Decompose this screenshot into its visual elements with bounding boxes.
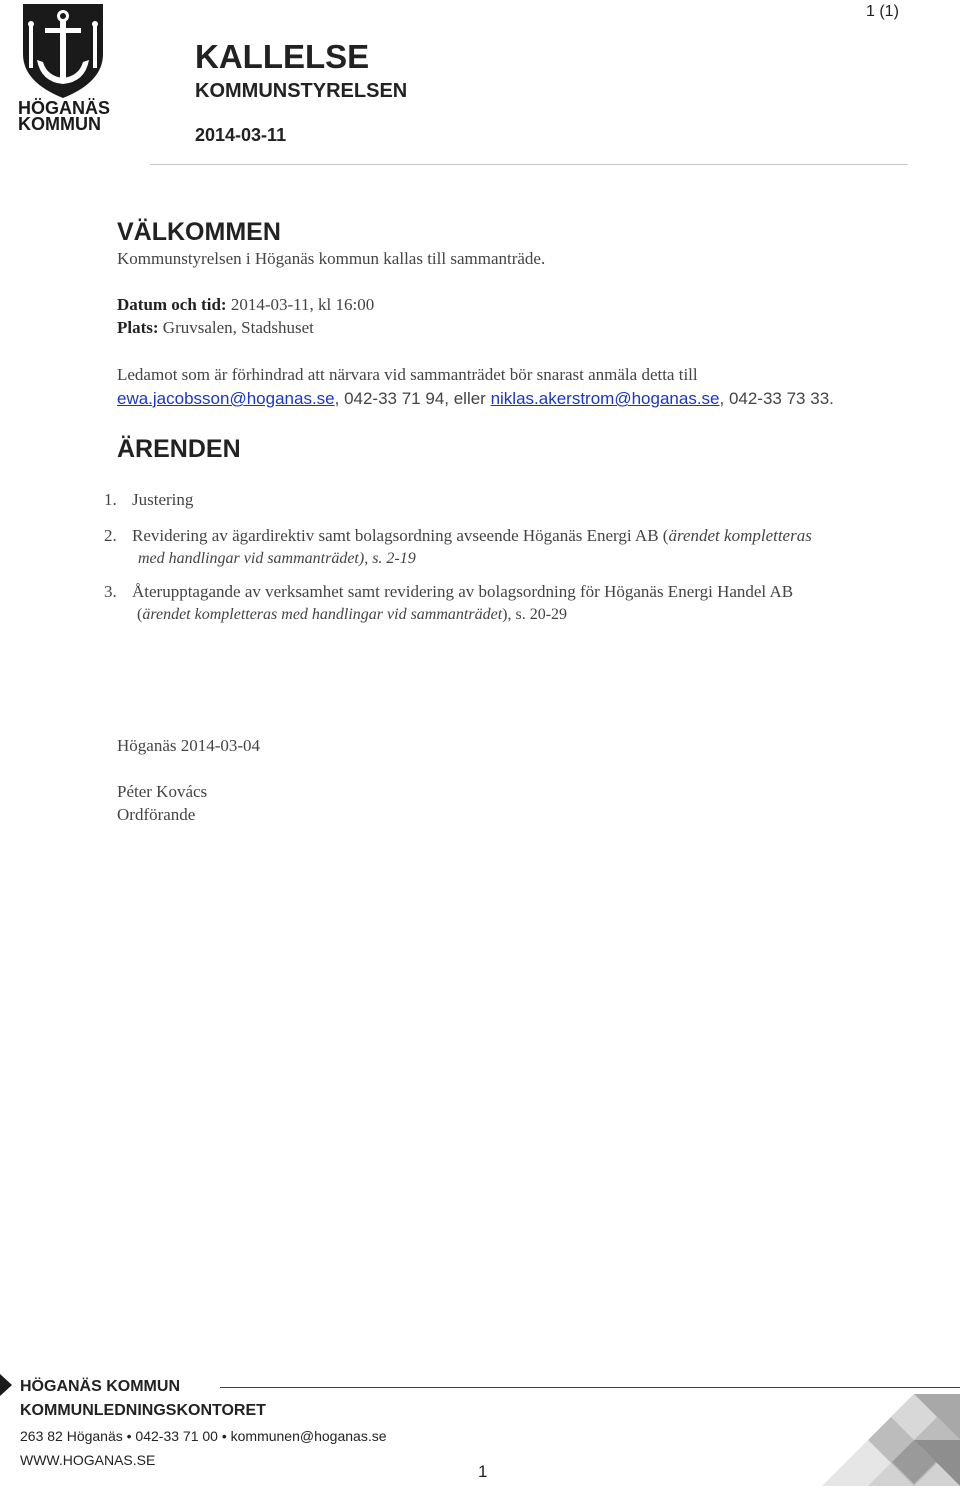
- agenda-item-number: 3.: [104, 582, 117, 601]
- place-date: Höganäs 2014-03-04: [117, 736, 261, 755]
- email-link-ewa[interactable]: ewa.jacobsson@hoganas.se: [117, 389, 335, 408]
- footer-decorative-pattern: [822, 1392, 960, 1486]
- phone-text-2: , 042-33 73 33.: [719, 389, 834, 408]
- datetime-label: Datum och tid:: [117, 295, 227, 314]
- agenda-item-3: [104, 582, 794, 602]
- agenda-item-number: 2.: [104, 526, 117, 545]
- agenda-heading: ÄRENDEN: [117, 435, 241, 463]
- signer-name: Péter Kovács: [117, 782, 208, 801]
- page-number: 1 (1): [866, 3, 899, 20]
- document-date: 2014-03-11: [195, 125, 287, 145]
- agenda-item-number: 1.: [104, 490, 117, 509]
- footer-organization: HÖGANÄS KOMMUN: [20, 1378, 180, 1395]
- logo-text-line2: KOMMUN: [18, 114, 101, 132]
- welcome-heading: VÄLKOMMEN: [117, 218, 281, 246]
- agenda-item-text: Återupptagande av verksamhet samt revidering av bolagsordning för Höganäs Energi Handel AB: [132, 582, 794, 601]
- page-mark: 1: [478, 1462, 488, 1481]
- signer-title: Ordförande: [117, 805, 196, 824]
- agenda-item-text: Justering: [132, 490, 194, 509]
- place-line: [117, 318, 314, 338]
- document-subtitle: KOMMUNSTYRELSEN: [195, 80, 408, 102]
- agenda-item-3-continuation: [137, 606, 567, 624]
- notice-text: Ledamot som är förhindrad att närvara vid sammanträdet bör snarast anmäla detta till: [117, 365, 698, 384]
- agenda-item-2: [104, 526, 812, 546]
- agenda-item-2-continuation: med handlingar vid sammanträdet), s. 2-19: [138, 550, 416, 567]
- municipality-logo: [15, 2, 117, 132]
- place-label: Plats:: [117, 318, 159, 337]
- paren-open: (: [137, 606, 143, 623]
- contact-line: [117, 389, 834, 409]
- footer-address: 263 82 Höganäs • 042-33 71 00 • kommunen@hoganas.se: [20, 1428, 387, 1444]
- agenda-item-note: ärendet kompletteras med handlingar vid sammanträdet: [142, 606, 503, 623]
- footer-arrow-icon: [0, 1374, 12, 1396]
- agenda-item-text: Revidering av ägardirektiv samt bolagsordning avseende Höganäs Energi AB (: [132, 526, 669, 545]
- header-divider: [150, 164, 908, 165]
- footer-divider: [220, 1387, 960, 1388]
- datetime-line: [117, 295, 374, 315]
- email-link-niklas[interactable]: niklas.akerstrom@hoganas.se: [490, 389, 720, 408]
- logo-text-line1: HÖGANÄS: [18, 98, 111, 118]
- agenda-item-note: ärendet kompletteras: [668, 526, 812, 545]
- phone-text-1: , 042-33 71 94, eller: [334, 389, 491, 408]
- coat-of-arms-icon: [15, 2, 117, 132]
- agenda-item-1: [104, 490, 194, 510]
- footer-website: WWW.HOGANAS.SE: [20, 1452, 156, 1468]
- place-value: Gruvsalen, Stadshuset: [158, 318, 314, 337]
- welcome-text: Kommunstyrelsen i Höganäs kommun kallas till sammanträde.: [117, 249, 546, 268]
- agenda-item-pages: ), s. 20-29: [502, 606, 568, 623]
- datetime-value: 2014-03-11, kl 16:00: [226, 295, 375, 314]
- document-title: KALLELSE: [195, 38, 370, 75]
- footer-department: KOMMUNLEDNINGSKONTORET: [20, 1402, 266, 1419]
